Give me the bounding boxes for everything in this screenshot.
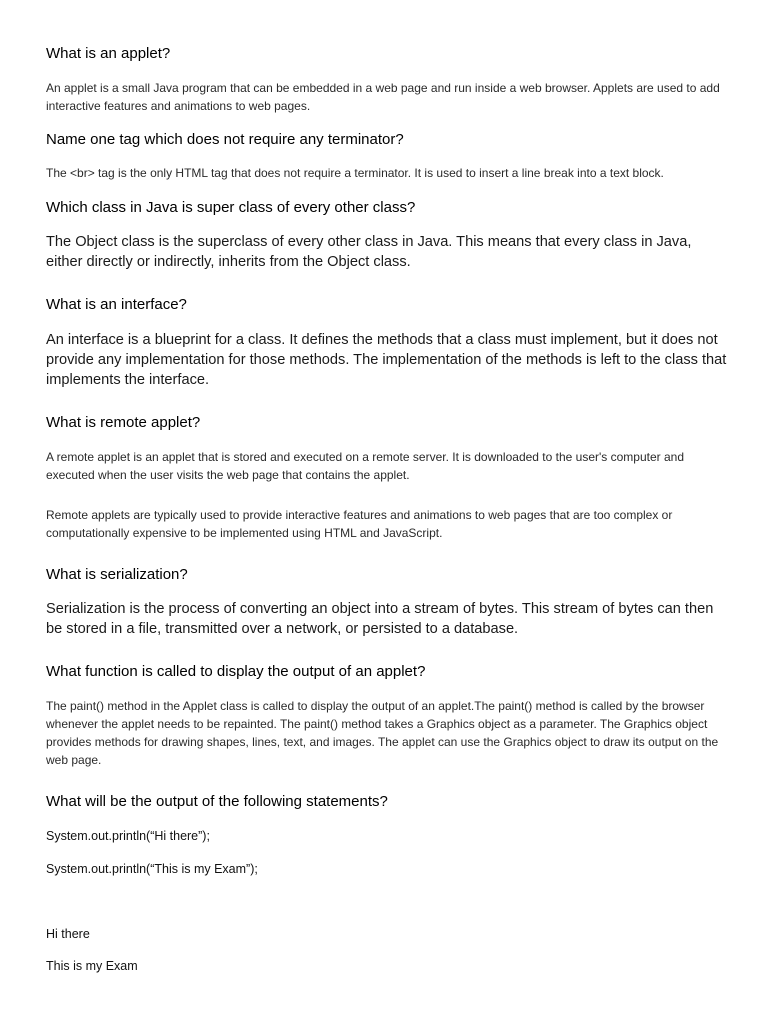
answer-paragraph: An interface is a blueprint for a class. It defines the methods that a class must implement, but it does not provide any implementation for those methods. The implementation of the methods is left to the class that implements the interface.: [46, 332, 727, 388]
question-heading: What will be the output of the following statements?: [46, 793, 388, 810]
question-heading: What is remote applet?: [46, 414, 201, 431]
answer-paragraph: Remote applets are typically used to provide interactive features and animations to web pages that are too complex or computationally expensive to be implemented using HTML and JavaScript.: [46, 508, 673, 540]
output-line: This is my Exam: [46, 959, 138, 973]
code-line: System.out.println(“Hi there”);: [46, 829, 210, 843]
question-heading: What function is called to display the output of an applet?: [46, 663, 426, 680]
code-line: System.out.println(“This is my Exam”);: [46, 862, 258, 876]
answer-paragraph: The Object class is the superclass of every other class in Java. This means that every class in Java, either directly or indirectly, inherits from the Object class.: [46, 234, 692, 270]
answer-paragraph: An applet is a small Java program that can be embedded in a web page and run inside a web browser. Applets are used to add interactive features and animations to web pages.: [46, 81, 720, 113]
question-heading: Which class in Java is super class of every other class?: [46, 199, 416, 216]
question-heading: Name one tag which does not require any terminator?: [46, 131, 404, 148]
question-heading: What is serialization?: [46, 566, 188, 583]
answer-paragraph: A remote applet is an applet that is stored and executed on a remote server. It is downloaded to the user's computer and executed when the user visits the web page that contains the applet.: [46, 450, 685, 482]
output-line: Hi there: [46, 927, 90, 941]
question-heading: What is an applet?: [46, 45, 171, 62]
question-heading: What is an interface?: [46, 296, 187, 313]
answer-paragraph: Serialization is the process of converting an object into a stream of bytes. This stream of bytes can then be stored in a file, transmitted over a network, or persisted to a database.: [46, 601, 714, 637]
answer-paragraph: The paint() method in the Applet class is called to display the output of an applet.The paint() method is called by the browser whenever the applet needs to be repainted. The paint() method takes a Graphics object as a parameter. The Graphics object provides methods for drawing shapes, lines, text, and images. The applet can use the Graphics object to draw its output on the web page.: [46, 699, 719, 767]
answer-paragraph: The <br> tag is the only HTML tag that does not require a terminator. It is used to insert a line break into a text block.: [46, 166, 664, 180]
